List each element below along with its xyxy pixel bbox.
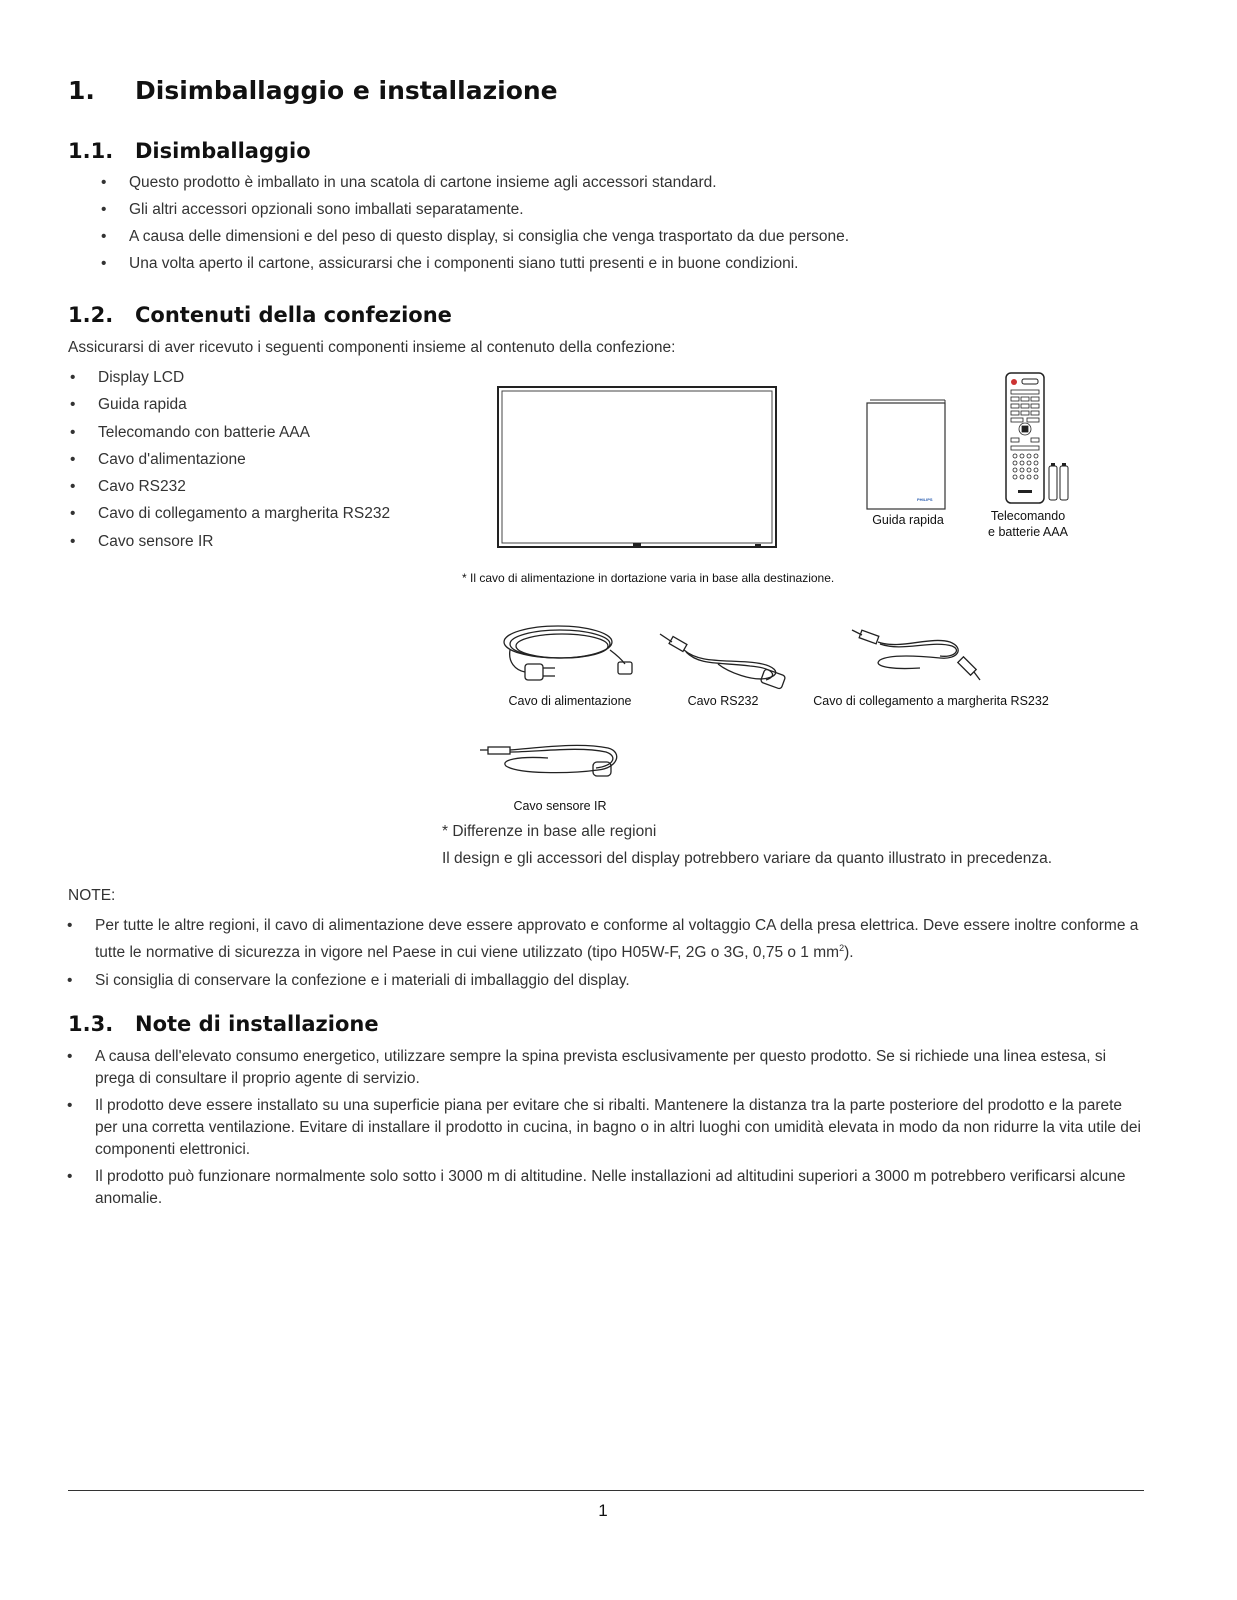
- section-number: 1.1.: [68, 139, 114, 163]
- rs232-caption: Cavo RS232: [687, 694, 759, 708]
- daisy-chain-cable-illustration: [850, 628, 985, 683]
- section-title: Contenuti della confezione: [135, 303, 452, 327]
- quick-guide-illustration: [866, 398, 948, 512]
- list-item: • Cavo d'alimentazione: [98, 451, 390, 478]
- section-number: 1.2.: [68, 303, 114, 327]
- remote-caption-line1: Telecomando: [990, 509, 1066, 523]
- list-item: • A causa delle dimensioni e del peso di questo display, si consiglia che venga trasportato da due persone.: [129, 228, 849, 255]
- list-item: • Display LCD: [98, 369, 390, 396]
- rs232-cable-illustration: [658, 632, 788, 690]
- notes-label: NOTE:: [68, 887, 116, 904]
- list-item: • Guida rapida: [98, 396, 390, 423]
- list-item: • Il prodotto può funzionare normalmente solo sotto i 3000 m di altitudine. Nelle installazioni ad altitudini superiori a 3000 m potrebbero verificarsi alcune anomalie.: [95, 1166, 1145, 1210]
- note-text: Per tutte le altre regioni, il cavo di alimentazione deve essere approvato e conforme al voltaggio CA della presa elettrica. Deve essere inoltre conforme a tutte le normative di sicurezza in vigore nel Paese in cui viene utilizzato (tipo H05W-F, 2G o 3G, 0,75 o 1 mm: [95, 917, 1139, 962]
- list-item: • Si consiglia di conservare la confezione e i materiali di imballaggio del display.: [95, 970, 1145, 992]
- chapter-number: 1.: [68, 76, 95, 105]
- brand-logo: PHILIPS: [917, 497, 933, 502]
- list-item: • Una volta aperto il cartone, assicurarsi che i componenti siano tutti presenti e in buone condizioni.: [129, 255, 849, 282]
- list-item: • Questo prodotto è imballato in una scatola di cartone insieme agli accessori standard.: [129, 174, 849, 201]
- section-title: Note di installazione: [135, 1012, 379, 1036]
- remote-control-illustration: [1004, 372, 1072, 504]
- footer-divider: [68, 1490, 1144, 1491]
- lcd-display-illustration: [497, 386, 779, 550]
- page-number: 1: [598, 1501, 608, 1520]
- power-cord-note: * Il cavo di alimentazione in dortazione varia in base alla destinazione.: [462, 571, 835, 585]
- package-contents-list: [98, 369, 390, 560]
- power-cord-illustration: [500, 622, 635, 687]
- list-item: • Cavo di collegamento a margherita RS232: [98, 505, 390, 532]
- list-item: • Telecomando con batterie AAA: [98, 424, 390, 451]
- quick-guide-caption: Guida rapida: [872, 513, 944, 527]
- ir-sensor-caption: Cavo sensore IR: [513, 799, 607, 813]
- chapter-title: Disimballaggio e installazione: [135, 76, 558, 105]
- daisy-chain-caption: Cavo di collegamento a margherita RS232: [813, 694, 1049, 708]
- installation-notes-list: [95, 1046, 1145, 1210]
- notes-list: [95, 915, 1145, 992]
- power-cord-caption: Cavo di alimentazione: [508, 694, 632, 708]
- list-item: • Cavo RS232: [98, 478, 390, 505]
- package-intro: Assicurarsi di aver ricevuto i seguenti componenti insieme al contenuto della confezione:: [68, 339, 676, 356]
- list-item: • Il prodotto deve essere installato su una superficie piana per evitare che si ribalti. Mantenere la distanza tra la parte posteriore del prodotto e la parete per una corretta ventilazione. Evitare di installare il prodotto in cucina, in bagno o in altri luoghi con umidità elevata in modo da non ridurre la vita utile dei componenti elettronici.: [95, 1095, 1145, 1161]
- ir-sensor-cable-illustration: [478, 740, 628, 784]
- section-title: Disimballaggio: [135, 139, 311, 163]
- list-item: • Gli altri accessori opzionali sono imballati separatamente.: [129, 201, 849, 228]
- unpacking-list: [129, 174, 849, 282]
- design-note: Il design e gli accessori del display potrebbero variare da quanto illustrato in precedenza.: [442, 850, 1053, 867]
- remote-caption-line2: e batterie AAA: [988, 525, 1068, 539]
- superscript: 2: [839, 943, 845, 953]
- list-item: • A causa dell'elevato consumo energetico, utilizzare sempre la spina prevista esclusivamente per questo prodotto. Se si richiede una linea estesa, si prega di consultare il proprio agente di servizio.: [95, 1046, 1145, 1090]
- list-item: • Cavo sensore IR: [98, 533, 390, 560]
- region-note: * Differenze in base alle regioni: [442, 823, 657, 840]
- list-item: [95, 915, 1145, 964]
- section-number: 1.3.: [68, 1012, 114, 1036]
- note-text-end: ).: [844, 944, 854, 962]
